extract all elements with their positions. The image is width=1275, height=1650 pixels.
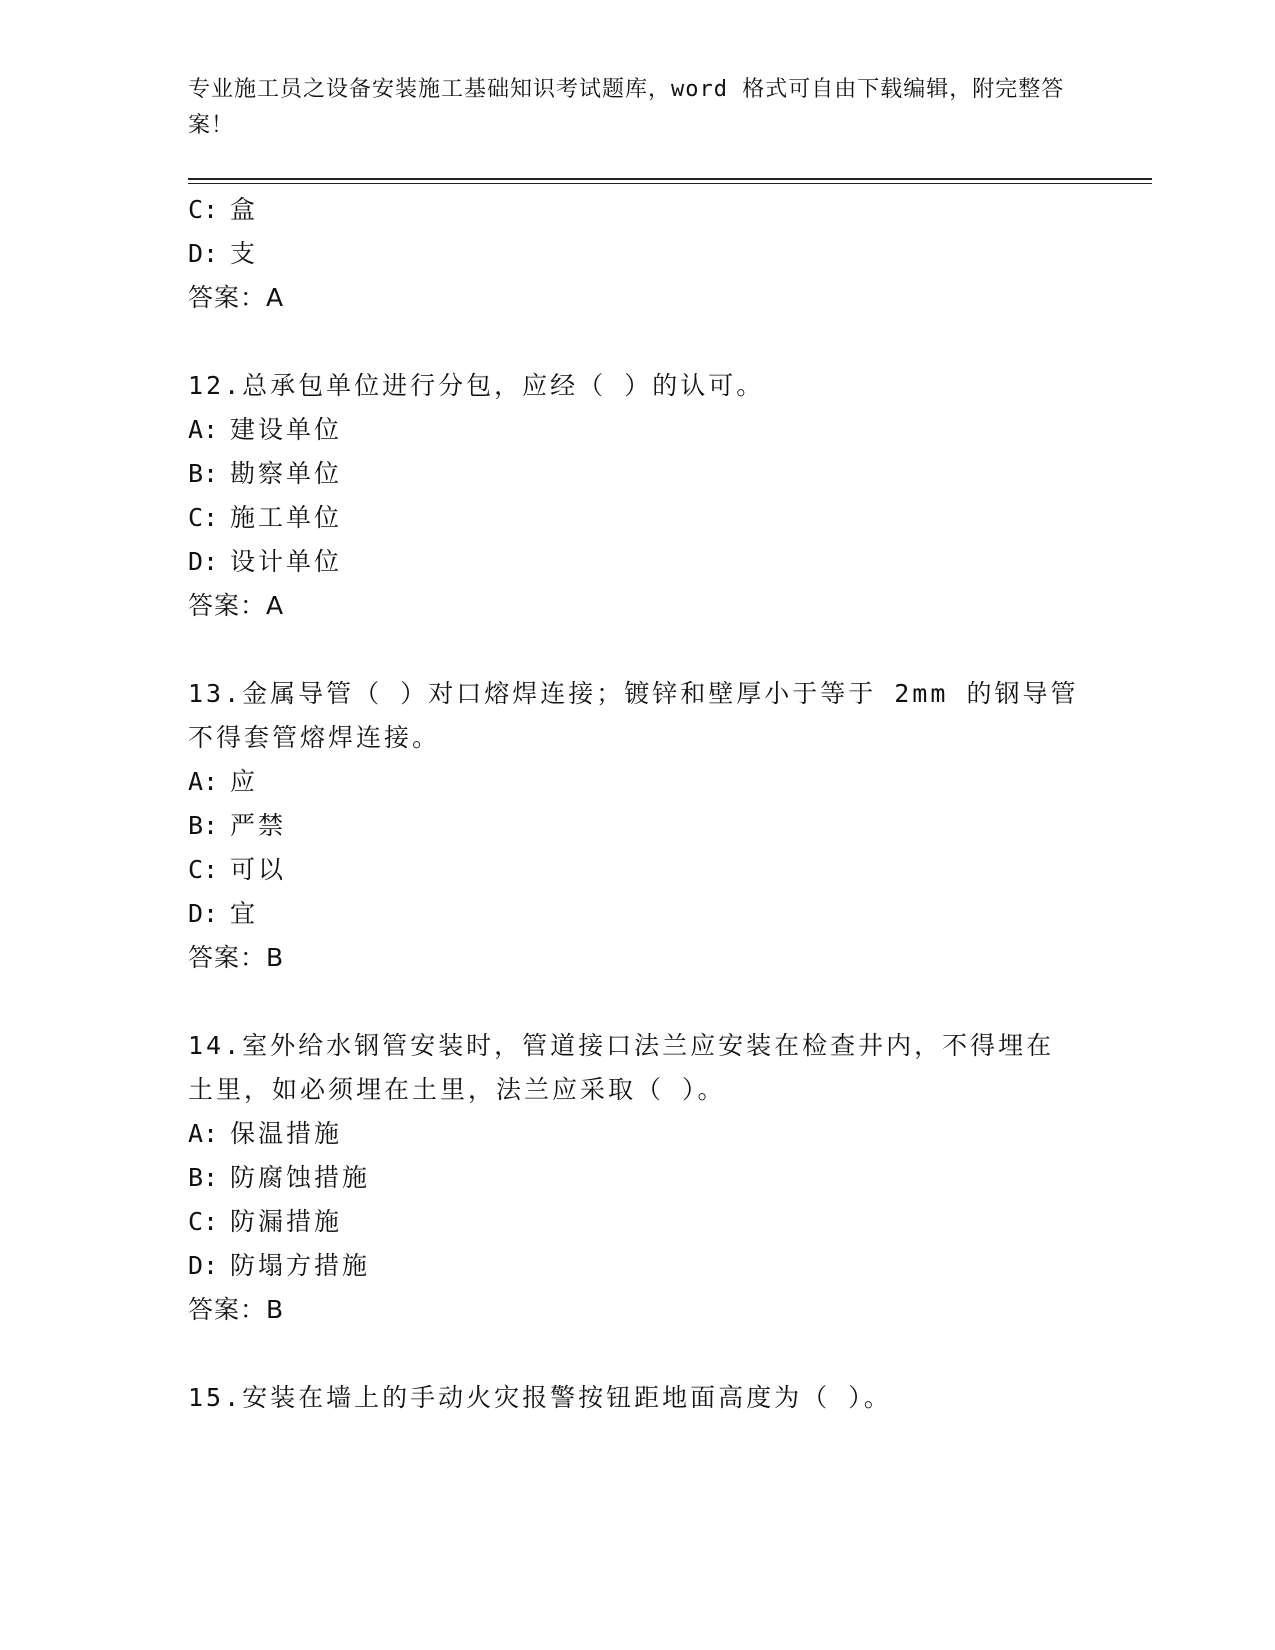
option-letter: A: xyxy=(188,415,219,444)
option-letter: A: xyxy=(188,767,219,796)
document-header: 专业施工员之设备安装施工基础知识考试题库，word 格式可自由下载编辑，附完整答案！ xyxy=(188,77,1065,138)
option-letter: B: xyxy=(188,811,219,840)
header-rule-thin xyxy=(188,183,1152,184)
answer-line: 答案：A xyxy=(188,283,285,312)
option-text: 严禁 xyxy=(230,811,287,840)
option-letter: A: xyxy=(188,1119,219,1148)
option-row xyxy=(188,898,258,930)
option-row xyxy=(188,1118,342,1150)
option-text: 盒 xyxy=(230,195,259,224)
option-row xyxy=(188,458,342,490)
answer-line: 答案：B xyxy=(188,943,285,972)
option-letter: D: xyxy=(188,1251,219,1280)
option-letter: C: xyxy=(188,1207,219,1236)
answer-line: 答案：B xyxy=(188,1295,285,1324)
option-row xyxy=(188,766,258,798)
question-text-continued: 不得套管熔焊连接。 xyxy=(188,723,441,752)
option-letter: B: xyxy=(188,459,219,488)
option-row xyxy=(188,1162,370,1194)
question-text: 14.室外给水钢管安装时，管道接口法兰应安装在检查井内，不得埋在 xyxy=(188,1031,1055,1060)
option-text: 防腐蚀措施 xyxy=(230,1163,371,1192)
option-text: 建设单位 xyxy=(230,415,343,444)
question-text-continued: 土里，如必须埋在土里，法兰应采取（ ）。 xyxy=(188,1075,726,1104)
header-rule-thick xyxy=(188,178,1152,180)
answer-line: 答案：A xyxy=(188,591,285,620)
option-letter: B: xyxy=(188,1163,219,1192)
option-text: 宜 xyxy=(230,899,259,928)
option-text: 可以 xyxy=(230,855,287,884)
option-letter: D: xyxy=(188,239,219,268)
option-letter: C: xyxy=(188,503,219,532)
option-text: 防塌方措施 xyxy=(230,1251,371,1280)
option-letter: C: xyxy=(188,195,219,224)
option-text: 设计单位 xyxy=(230,547,343,576)
option-text: 保温措施 xyxy=(230,1119,343,1148)
option-row xyxy=(188,1250,370,1282)
option-text: 应 xyxy=(230,767,259,796)
option-row xyxy=(188,414,342,446)
option-row xyxy=(188,854,286,886)
option-row xyxy=(188,194,258,226)
option-row xyxy=(188,810,286,842)
option-text: 防漏措施 xyxy=(230,1207,343,1236)
option-letter: D: xyxy=(188,899,219,928)
question-text: 12.总承包单位进行分包，应经（ ）的认可。 xyxy=(188,371,765,400)
option-row xyxy=(188,502,342,534)
option-row xyxy=(188,1206,342,1238)
option-text: 勘察单位 xyxy=(230,459,343,488)
option-row xyxy=(188,238,258,270)
option-text: 施工单位 xyxy=(230,503,343,532)
option-text: 支 xyxy=(230,239,259,268)
question-text: 13.金属导管（ ）对口熔焊连接；镀锌和壁厚小于等于 2mm 的钢导管 xyxy=(188,679,1079,708)
option-row xyxy=(188,546,342,578)
option-letter: D: xyxy=(188,547,219,576)
option-letter: C: xyxy=(188,855,219,884)
question-text: 15.安装在墙上的手动火灾报警按钮距地面高度为（ ）。 xyxy=(188,1383,892,1412)
